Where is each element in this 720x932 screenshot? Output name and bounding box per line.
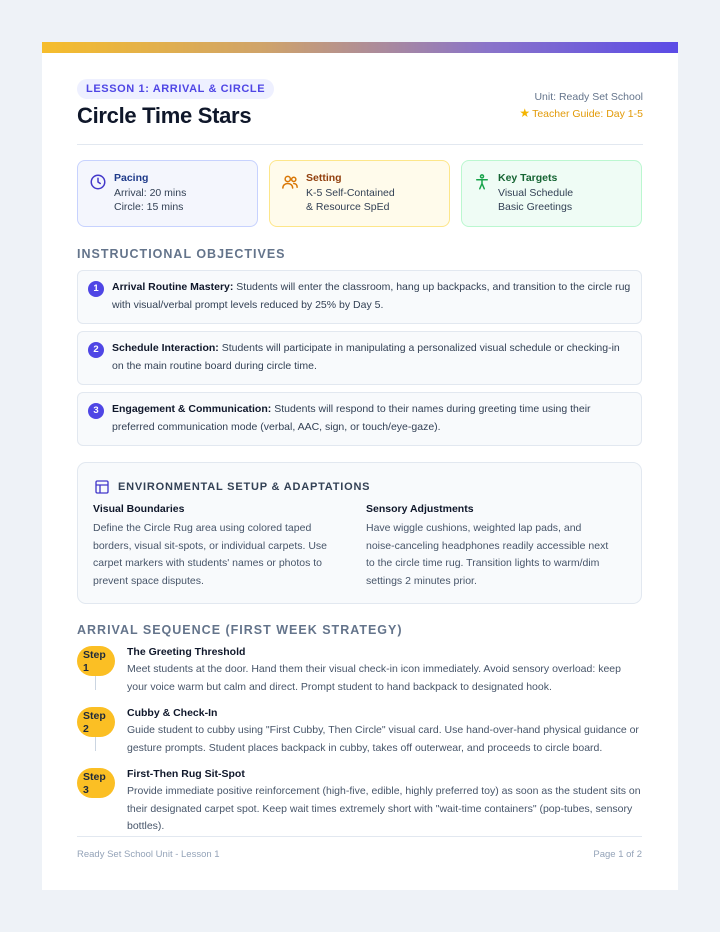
step-badge xyxy=(77,768,115,798)
gradient-top-bar xyxy=(42,42,678,53)
objective-text: Students will respond to their names during greeting time using their preferred communication mode (verbal, AAC, sign, or touch/eye-gaze). xyxy=(112,403,591,433)
objective-title: Arrival Routine Mastery: xyxy=(112,281,234,293)
step-title: Cubby & Check-In xyxy=(127,707,218,719)
card-title: Key Targets xyxy=(498,172,558,184)
lesson-page xyxy=(42,42,678,890)
card-title: Pacing xyxy=(114,172,149,184)
card-line: Visual Schedule xyxy=(498,187,574,199)
objective-item xyxy=(77,331,642,385)
column-text: Define the Circle Rug area using colored taped borders, visual sit-spots, or individual carpets. Use carpet markers with students' names or photos to prevent space disputes. xyxy=(93,522,328,587)
objective-title: Schedule Interaction: xyxy=(112,342,219,354)
card-line: Arrival: 20 mins xyxy=(114,187,187,199)
step-badge-number: 3 xyxy=(83,784,89,796)
step-text: Provide immediate positive reinforcement (high-five, edible, highly preferred toy) as soon as the student sits on their designated carpet spot. Keep wait times extremely short with "wait-time containers" (pop-tubes, sensory bottles). xyxy=(127,785,641,832)
step-badge-word: Step xyxy=(83,771,106,783)
environment-heading: ENVIRONMENTAL SETUP & ADAPTATIONS xyxy=(118,481,371,493)
step-badge xyxy=(77,707,115,737)
environment-panel xyxy=(77,462,642,604)
page-footer xyxy=(77,836,642,860)
objective-title: Engagement & Communication: xyxy=(112,403,272,415)
teacher-guide-label xyxy=(519,106,643,120)
lesson-header xyxy=(77,79,643,145)
page-title: Circle Time Stars xyxy=(77,103,252,128)
pacing-card xyxy=(77,160,258,227)
step-badge-number: 1 xyxy=(83,662,89,674)
objective-text: Students will participate in manipulating a personalized visual schedule or checking-in on the main routine board during circle time. xyxy=(112,342,620,372)
setting-card xyxy=(269,160,450,227)
accessibility-icon xyxy=(473,173,491,191)
visual-boundaries-column xyxy=(93,503,338,590)
step-connector xyxy=(95,737,96,751)
sensory-adjustments-column xyxy=(366,503,611,590)
layout-icon xyxy=(94,479,110,495)
card-title: Setting xyxy=(306,172,342,184)
step-connector xyxy=(95,676,96,690)
summary-cards xyxy=(77,160,643,228)
step-text: Meet students at the door. Hand them their visual check-in icon immediately. Avoid sensory overload: keep your voice warm but calm and direct. Prompt student to hand backpack to designated hook. xyxy=(127,663,621,693)
page-number: Page 1 of 2 xyxy=(593,849,642,860)
users-icon xyxy=(281,173,299,191)
objective-number: 2 xyxy=(88,342,104,358)
objective-item xyxy=(77,270,642,324)
column-text: Have wiggle cushions, weighted lap pads, and noise-canceling headphones readily accessible next to the circle time rug. Transition lights to warm/dim settings 2 minutes prior. xyxy=(366,522,609,587)
objective-number: 1 xyxy=(88,281,104,297)
card-line: Basic Greetings xyxy=(498,201,573,213)
footer-unit-label: Ready Set School Unit - Lesson 1 xyxy=(77,849,220,860)
card-line: K-5 Self-Contained xyxy=(306,187,395,199)
step-text: Guide student to cubby using "First Cubby, Then Circle" visual card. Use hand-over-hand physical guidance or gesture prompts. Student places backpack in cubby, takes off outerwear, and proceeds to circle board. xyxy=(127,724,639,754)
card-line: & Resource SpEd xyxy=(306,201,390,213)
column-title: Visual Boundaries xyxy=(93,503,185,515)
column-title: Sensory Adjustments xyxy=(366,503,474,515)
objective-text: Students will enter the classroom, hang up backpacks, and transition to the circle rug with visual/verbal prompt levels reduced by 25% by Day 5. xyxy=(112,281,631,311)
card-line: Circle: 15 mins xyxy=(114,201,184,213)
step-title: The Greeting Threshold xyxy=(127,646,246,658)
unit-label: Unit: Ready Set School xyxy=(534,91,643,103)
teacher-guide-text: Teacher Guide: Day 1-5 xyxy=(532,108,643,120)
objective-number: 3 xyxy=(88,403,104,419)
objectives-heading: INSTRUCTIONAL OBJECTIVES xyxy=(77,247,286,261)
step-badge-word: Step xyxy=(83,649,106,661)
step-badge-number: 2 xyxy=(83,723,89,735)
clock-icon xyxy=(89,173,107,191)
lesson-tag: LESSON 1: ARRIVAL & CIRCLE xyxy=(77,79,274,99)
step-badge xyxy=(77,646,115,676)
star-icon: ★ xyxy=(519,106,531,120)
step-badge-word: Step xyxy=(83,710,106,722)
step-title: First-Then Rug Sit-Spot xyxy=(127,768,245,780)
sequence-heading: ARRIVAL SEQUENCE (FIRST WEEK STRATEGY) xyxy=(77,623,403,637)
objective-item xyxy=(77,392,642,446)
key-targets-card xyxy=(461,160,642,227)
